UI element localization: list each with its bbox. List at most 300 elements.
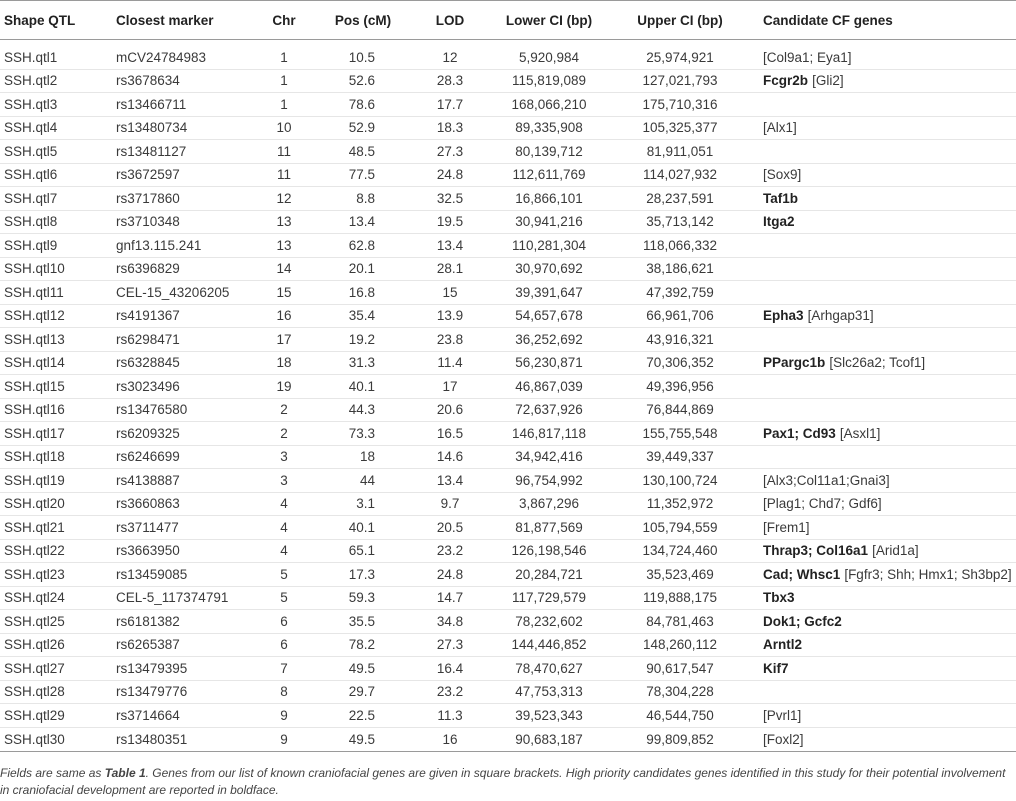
candidate-genes-known-craniofacial: [Frem1] [763,519,810,535]
cell-lod: 16 [442,731,458,747]
cell-candidate-cf-genes [748,50,1016,65]
candidate-genes-known-craniofacial: [Arid1a] [872,543,919,559]
cell-chr: 5 [280,566,288,582]
cell-lower-ci: 115,819,089 [511,73,587,89]
cell-lower-ci: 89,335,908 [515,120,583,136]
cell-lod: 20.6 [436,402,464,418]
cell-closest-marker: CEL-5_117374791 [116,590,229,606]
cell-pos-cm: 3.1 [356,496,375,512]
header-chr: Chr [272,12,296,28]
cell-pos-cm: 31.3 [348,355,375,371]
candidate-genes-known-craniofacial: [Alx1] [763,120,797,136]
cell-upper-ci: 25,974,921 [646,49,714,65]
cell-candidate-cf-genes [748,732,1016,747]
cell-closest-marker: rs3710348 [116,214,180,230]
candidate-genes-known-craniofacial: [Alx3;Col11a1;Gnai3] [763,472,890,488]
table-header [0,0,1016,40]
table-row [0,46,1016,70]
cell-shape-qtl: SSH.qtl5 [4,143,58,159]
cell-candidate-cf-genes [748,120,1016,135]
cell-shape-qtl: SSH.qtl18 [4,449,65,465]
cell-closest-marker: rs3660863 [116,496,180,512]
cell-lower-ci: 80,139,712 [515,143,583,159]
cell-chr: 8 [280,684,288,700]
cell-shape-qtl: SSH.qtl30 [4,731,65,747]
cell-lower-ci: 90,683,187 [515,731,583,747]
candidate-genes-high-priority: Pax1; Cd93 [763,425,836,441]
table-caption [0,765,1014,799]
cell-lower-ci: 81,877,569 [515,519,583,535]
cell-candidate-cf-genes [748,543,1016,558]
cell-chr: 1 [280,49,288,65]
cell-upper-ci: 28,237,591 [646,190,714,206]
cell-pos-cm: 35.5 [348,613,375,629]
cell-lower-ci: 96,754,992 [515,472,583,488]
cell-candidate-cf-genes [748,473,1016,488]
candidate-genes-known-craniofacial: [Gli2] [812,73,844,89]
cell-pos-cm: 13.4 [348,214,375,230]
cell-shape-qtl: SSH.qtl23 [4,566,65,582]
cell-upper-ci: 78,304,228 [646,684,714,700]
cell-candidate-cf-genes [748,167,1016,182]
cell-pos-cm: 49.5 [348,660,375,676]
cell-upper-ci: 148,260,112 [642,637,718,653]
cell-candidate-cf-genes [748,73,1016,88]
cell-lower-ci: 110,281,304 [511,237,587,253]
cell-lod: 16.4 [436,660,464,676]
cell-shape-qtl: SSH.qtl29 [4,707,65,723]
cell-lod: 13.4 [436,472,464,488]
cell-closest-marker: mCV24784983 [116,49,207,65]
cell-closest-marker: rs3678634 [116,73,180,89]
cell-chr: 9 [280,707,288,723]
cell-lower-ci: 72,637,926 [515,402,583,418]
cell-lod: 27.3 [436,637,464,653]
cell-chr: 3 [280,472,288,488]
cell-chr: 5 [280,590,288,606]
cell-closest-marker: rs6209325 [116,425,180,441]
cell-upper-ci: 127,021,793 [642,73,718,89]
cell-closest-marker: rs3023496 [116,378,180,394]
cell-upper-ci: 114,027,932 [642,167,718,183]
cell-chr: 10 [276,120,292,136]
cell-chr: 4 [280,496,288,512]
cell-shape-qtl: SSH.qtl15 [4,378,65,394]
cell-chr: 2 [280,425,288,441]
cell-shape-qtl: SSH.qtl24 [4,590,65,606]
cell-pos-cm: 48.5 [348,143,375,159]
header-closest-marker: Closest marker [116,12,214,28]
table-row [0,704,1016,728]
cell-lod: 20.5 [436,519,464,535]
cell-upper-ci: 66,961,706 [646,308,714,324]
cell-upper-ci: 84,781,463 [646,613,714,629]
cell-shape-qtl: SSH.qtl26 [4,637,65,653]
cell-shape-qtl: SSH.qtl9 [4,237,58,253]
cell-upper-ci: 38,186,621 [646,261,714,277]
table-row [0,422,1016,446]
cell-lower-ci: 3,867,296 [518,496,580,512]
cell-pos-cm: 52.9 [348,120,375,136]
cell-upper-ci: 46,544,750 [646,707,714,723]
cell-closest-marker: rs3672597 [116,167,180,183]
cell-shape-qtl: SSH.qtl12 [4,308,65,324]
candidate-genes-high-priority: Kif7 [763,660,789,676]
cell-shape-qtl: SSH.qtl14 [4,355,65,371]
cell-pos-cm: 17.3 [348,566,375,582]
cell-chr: 19 [276,378,292,394]
cell-upper-ci: 155,755,548 [642,425,718,441]
cell-lod: 19.5 [436,214,464,230]
cell-pos-cm: 49.5 [348,731,375,747]
cell-lod: 14.6 [436,449,464,465]
cell-lod: 32.5 [436,190,464,206]
cell-lod: 11.4 [437,355,463,371]
cell-lower-ci: 144,446,852 [511,637,587,653]
cell-upper-ci: 134,724,460 [642,543,718,559]
candidate-genes-high-priority: Arntl2 [763,637,803,653]
candidate-genes-known-craniofacial: [Foxl2] [763,731,804,747]
cell-shape-qtl: SSH.qtl8 [4,214,58,230]
cell-lower-ci: 117,729,579 [511,590,587,606]
cell-chr: 6 [280,637,288,653]
candidate-genes-high-priority: Cad; Whsc1 [763,566,841,582]
cell-lower-ci: 34,942,416 [515,449,583,465]
candidate-genes-known-craniofacial: [Fgfr3; Shh; Hmx1; Sh3bp2] [844,566,1012,582]
cell-lod: 11.3 [437,707,463,723]
cell-lower-ci: 30,970,692 [515,261,583,277]
cell-shape-qtl: SSH.qtl11 [4,284,64,300]
cell-candidate-cf-genes [748,661,1016,676]
cell-chr: 11 [276,143,291,159]
table-row [0,540,1016,564]
header-lod: LOD [435,12,465,28]
cell-shape-qtl: SSH.qtl3 [4,96,58,112]
cell-closest-marker: rs3663950 [116,543,180,559]
cell-lod: 16.5 [436,425,464,441]
cell-lod: 17 [442,378,458,394]
cell-candidate-cf-genes [748,355,1016,370]
candidate-genes-known-craniofacial: [Plag1; Chd7; Gdf6] [763,496,882,512]
cell-pos-cm: 40.1 [348,519,375,535]
candidate-genes-high-priority: Taf1b [763,190,799,206]
cell-lod: 23.2 [436,543,464,559]
table-row [0,493,1016,517]
cell-lower-ci: 36,252,692 [515,331,583,347]
cell-pos-cm: 8.8 [356,190,375,206]
cell-shape-qtl: SSH.qtl27 [4,660,65,676]
cell-closest-marker: rs13480351 [116,731,188,747]
cell-lower-ci: 56,230,871 [515,355,583,371]
table-row [0,117,1016,141]
candidate-genes-high-priority: Epha3 [763,308,804,324]
cell-lod: 13.9 [436,308,464,324]
cell-lod: 12 [442,49,458,65]
cell-shape-qtl: SSH.qtl2 [4,73,58,89]
cell-chr: 17 [276,331,292,347]
cell-closest-marker: rs4191367 [116,308,180,324]
candidate-genes-high-priority: Tbx3 [763,590,795,606]
header-lower-ci: Lower CI (bp) [505,12,593,28]
cell-chr: 7 [280,660,288,676]
cell-chr: 13 [276,237,292,253]
cell-shape-qtl: SSH.qtl7 [4,190,58,206]
table-row [0,657,1016,681]
header-pos-cm: Pos (cM) [334,12,392,28]
cell-upper-ci: 99,809,852 [646,731,714,747]
table-row [0,399,1016,423]
table-row [0,516,1016,540]
candidate-genes-high-priority: Dok1; Gcfc2 [763,613,842,629]
cell-pos-cm: 44.3 [348,402,375,418]
cell-upper-ci: 90,617,547 [646,660,714,676]
cell-closest-marker: rs6328845 [116,355,180,371]
cell-candidate-cf-genes [748,496,1016,511]
cell-candidate-cf-genes [748,637,1016,652]
cell-upper-ci: 11,352,972 [646,496,714,512]
cell-lower-ci: 30,941,216 [515,214,583,230]
table-row [0,728,1016,752]
cell-pos-cm: 65.1 [348,543,375,559]
header-candidate-cf-genes: Candidate CF genes [763,12,893,28]
cell-pos-cm: 16.8 [348,284,375,300]
cell-lod: 28.3 [436,73,464,89]
cell-pos-cm: 10.5 [348,49,375,65]
cell-lod: 27.3 [436,143,464,159]
cell-chr: 4 [280,543,288,559]
cell-closest-marker: rs6265387 [116,637,180,653]
cell-lower-ci: 54,657,678 [515,308,583,324]
table-row [0,469,1016,493]
cell-shape-qtl: SSH.qtl6 [4,167,58,183]
cell-candidate-cf-genes [748,590,1016,605]
cell-upper-ci: 119,888,175 [642,590,718,606]
table-row [0,681,1016,705]
cell-chr: 4 [280,519,288,535]
cell-chr: 1 [280,73,288,89]
table-body [0,40,1016,752]
cell-lower-ci: 126,198,546 [511,543,587,559]
candidate-genes-high-priority: PPargc1b [763,355,826,371]
cell-lower-ci: 78,470,627 [515,660,583,676]
cell-shape-qtl: SSH.qtl22 [4,543,65,559]
table-row [0,281,1016,305]
cell-chr: 14 [276,261,292,277]
cell-upper-ci: 47,392,759 [646,284,714,300]
cell-pos-cm: 62.8 [348,237,375,253]
cell-shape-qtl: SSH.qtl10 [4,261,65,277]
cell-closest-marker: rs4138887 [116,472,180,488]
cell-chr: 11 [276,167,291,183]
cell-upper-ci: 35,523,469 [646,566,714,582]
cell-closest-marker: gnf13.115.241 [116,237,202,253]
cell-upper-ci: 70,306,352 [646,355,714,371]
cell-candidate-cf-genes [748,567,1016,582]
table-row [0,634,1016,658]
cell-shape-qtl: SSH.qtl13 [4,331,65,347]
cell-candidate-cf-genes [748,614,1016,629]
cell-closest-marker: rs13479776 [116,684,188,700]
cell-closest-marker: rs13480734 [116,120,188,136]
cell-upper-ci: 81,911,051 [646,143,714,159]
cell-chr: 6 [280,613,288,629]
cell-chr: 18 [276,355,292,371]
cell-pos-cm: 40.1 [348,378,375,394]
cell-shape-qtl: SSH.qtl17 [4,425,65,441]
cell-lod: 24.8 [436,167,464,183]
cell-candidate-cf-genes [748,308,1016,323]
cell-candidate-cf-genes [748,214,1016,229]
table-row [0,187,1016,211]
table-row [0,234,1016,258]
cell-pos-cm: 44 [359,472,375,488]
cell-lower-ci: 112,611,769 [512,167,586,183]
cell-closest-marker: rs3717860 [116,190,180,206]
cell-closest-marker: CEL-15_43206205 [116,284,230,300]
cell-lower-ci: 16,866,101 [515,190,583,206]
cell-pos-cm: 78.6 [348,96,375,112]
candidate-genes-known-craniofacial: [Sox9] [763,167,802,183]
cell-lod: 15 [442,284,458,300]
cell-candidate-cf-genes [748,426,1016,441]
cell-pos-cm: 18 [359,449,375,465]
cell-pos-cm: 20.1 [348,261,375,277]
table-row [0,375,1016,399]
table-row [0,446,1016,470]
table-row [0,305,1016,329]
caption-text: . Genes from our list of known craniofacial genes are given in square brackets. High priority candidates genes identified in this study for their potential involvement in craniofacial development are reported in boldface. [0,766,1006,797]
cell-pos-cm: 59.3 [348,590,375,606]
cell-lower-ci: 78,232,602 [515,613,583,629]
cell-closest-marker: rs3711477 [116,519,179,535]
cell-closest-marker: rs13481127 [116,143,187,159]
cell-chr: 9 [280,731,288,747]
cell-shape-qtl: SSH.qtl21 [4,519,65,535]
cell-pos-cm: 52.6 [348,73,375,89]
cell-pos-cm: 22.5 [348,707,375,723]
cell-closest-marker: rs6246699 [116,449,180,465]
cell-pos-cm: 78.2 [348,637,375,653]
candidate-genes-high-priority: Thrap3; Col16a1 [763,543,869,559]
cell-lod: 23.8 [436,331,464,347]
cell-shape-qtl: SSH.qtl16 [4,402,65,418]
cell-lower-ci: 46,867,039 [515,378,583,394]
cell-lod: 34.8 [436,613,464,629]
cell-upper-ci: 105,325,377 [642,120,718,136]
candidate-genes-known-craniofacial: [Arhgap31] [807,308,874,324]
cell-chr: 12 [276,190,292,206]
cell-upper-ci: 35,713,142 [646,214,714,230]
cell-closest-marker: rs6181382 [116,613,180,629]
cell-lower-ci: 20,284,721 [515,566,583,582]
cell-lod: 17.7 [436,96,464,112]
cell-chr: 1 [280,96,288,112]
cell-closest-marker: rs13479395 [116,660,188,676]
cell-upper-ci: 43,916,321 [646,331,714,347]
cell-shape-qtl: SSH.qtl28 [4,684,65,700]
cell-lower-ci: 5,920,984 [518,49,580,65]
cell-lod: 18.3 [436,120,464,136]
cell-chr: 3 [280,449,288,465]
cell-lower-ci: 168,066,210 [511,96,587,112]
candidate-genes-known-craniofacial: [Slc26a2; Tcof1] [829,355,926,371]
table-row [0,587,1016,611]
cell-upper-ci: 76,844,869 [646,402,714,418]
cell-closest-marker: rs13476580 [116,402,188,418]
candidate-genes-known-craniofacial: [Asxl1] [839,425,881,441]
cell-lod: 23.2 [436,684,464,700]
cell-pos-cm: 19.2 [348,331,375,347]
cell-lod: 9.7 [440,496,460,512]
table-row [0,140,1016,164]
caption-table-reference: Table 1 [104,766,146,780]
cell-chr: 15 [276,284,292,300]
cell-shape-qtl: SSH.qtl4 [4,120,58,136]
cell-closest-marker: rs3714664 [116,707,180,723]
cell-closest-marker: rs6396829 [116,261,180,277]
candidate-genes-known-craniofacial: [Col9a1; Eya1] [763,49,852,65]
header-shape-qtl: Shape QTL [4,12,76,28]
cell-closest-marker: rs13466711 [116,96,187,112]
cell-lower-ci: 47,753,313 [515,684,583,700]
cell-chr: 2 [280,402,288,418]
header-upper-ci: Upper CI (bp) [637,12,723,28]
cell-shape-qtl: SSH.qtl19 [4,472,65,488]
cell-chr: 16 [276,308,292,324]
table-row [0,610,1016,634]
cell-lod: 13.4 [436,237,464,253]
table-row [0,563,1016,587]
cell-upper-ci: 39,449,337 [646,449,714,465]
cell-shape-qtl: SSH.qtl25 [4,613,65,629]
cell-closest-marker: rs6298471 [116,331,180,347]
cell-pos-cm: 77.5 [348,167,375,183]
cell-candidate-cf-genes [748,191,1016,206]
cell-pos-cm: 35.4 [348,308,375,324]
cell-upper-ci: 118,066,332 [642,237,718,253]
cell-upper-ci: 130,100,724 [642,472,718,488]
table-row [0,258,1016,282]
cell-pos-cm: 29.7 [348,684,375,700]
table-row [0,70,1016,94]
candidate-genes-known-craniofacial: [Pvrl1] [763,707,802,723]
table-row [0,164,1016,188]
cell-shape-qtl: SSH.qtl20 [4,496,65,512]
cell-upper-ci: 49,396,956 [646,378,714,394]
cell-lod: 24.8 [436,566,464,582]
cell-lower-ci: 39,523,343 [515,707,583,723]
cell-upper-ci: 105,794,559 [642,519,718,535]
cell-upper-ci: 175,710,316 [642,96,718,112]
candidate-genes-high-priority: Fcgr2b [763,73,809,89]
cell-chr: 13 [276,214,292,230]
cell-candidate-cf-genes [748,708,1016,723]
cell-lod: 28.1 [436,261,464,277]
cell-closest-marker: rs13459085 [116,566,188,582]
cell-shape-qtl: SSH.qtl1 [4,49,58,65]
cell-pos-cm: 73.3 [348,425,375,441]
table-row [0,352,1016,376]
table-row [0,211,1016,235]
caption-prefix: Fields are same as [0,766,105,780]
cell-lower-ci: 146,817,118 [511,425,587,441]
table-row [0,93,1016,117]
cell-lod: 14.7 [436,590,464,606]
cell-lower-ci: 39,391,647 [515,284,583,300]
table-row [0,328,1016,352]
cell-candidate-cf-genes [748,520,1016,535]
candidate-genes-high-priority: Itga2 [763,214,795,230]
